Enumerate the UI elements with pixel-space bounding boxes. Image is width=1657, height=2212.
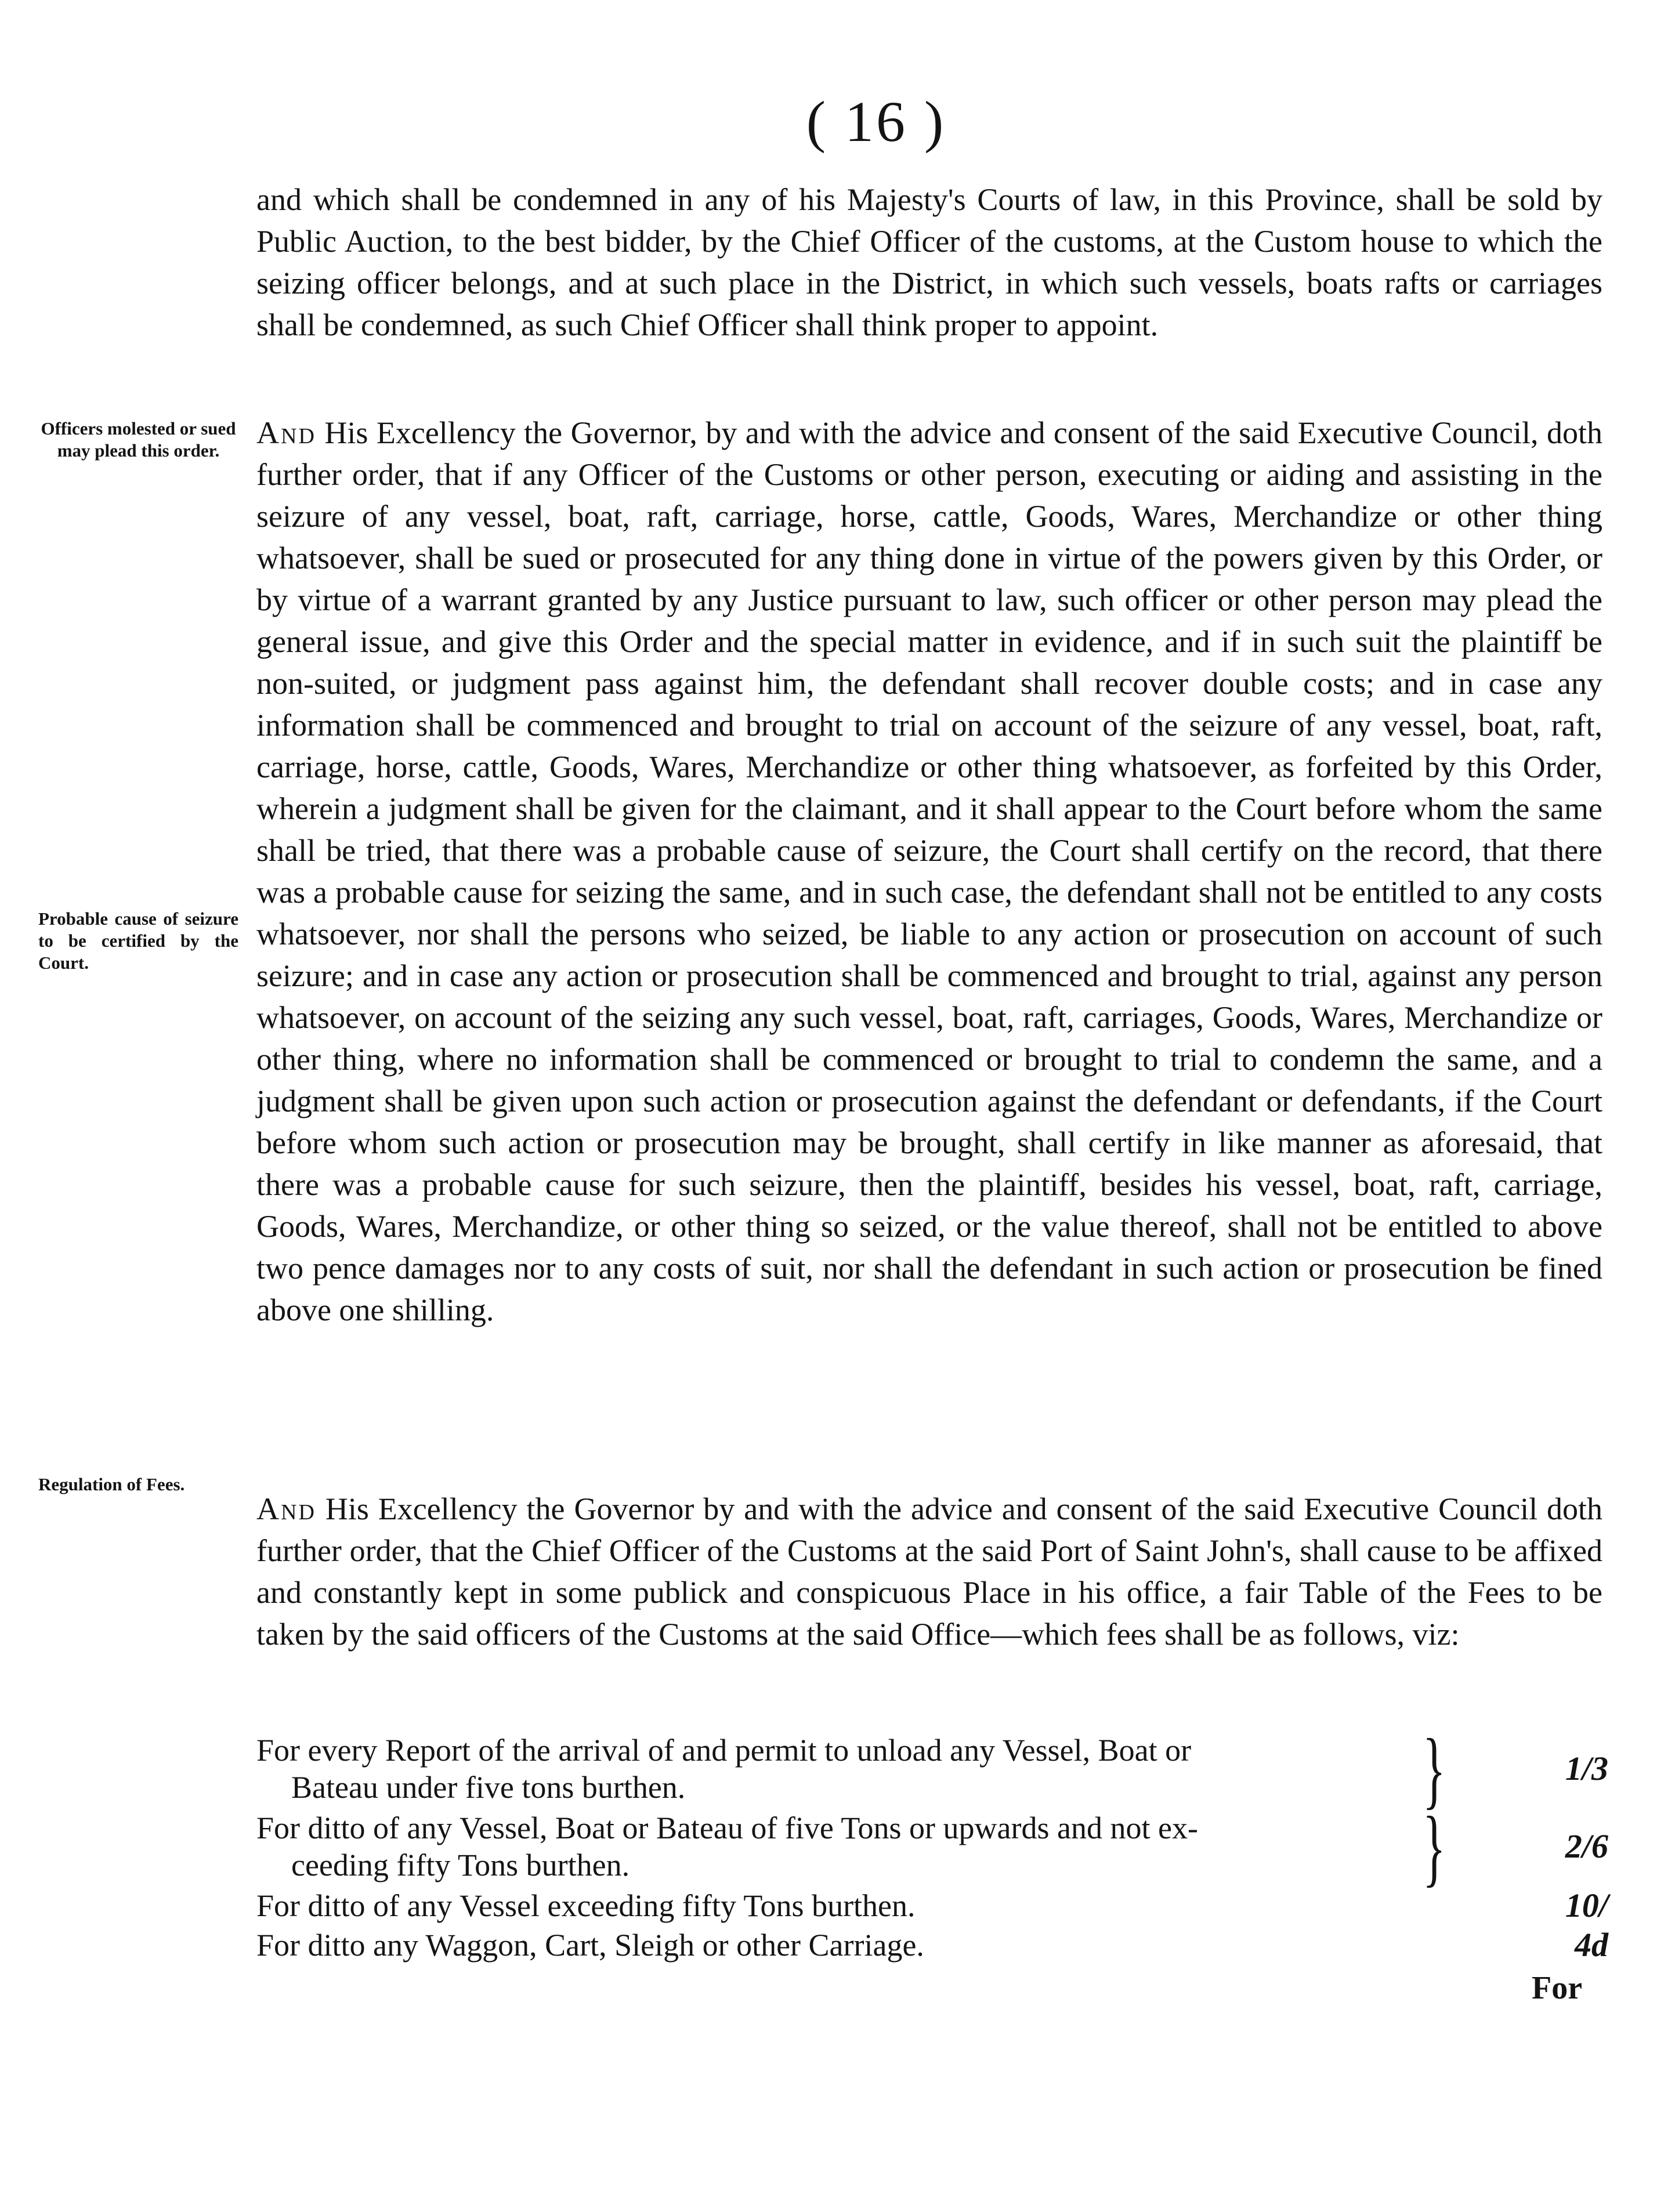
- fee-row: [256, 1927, 1608, 1964]
- fee-description-continuation: ceeding fifty Tons burthen.: [291, 1848, 630, 1882]
- fee-amount: 1/3: [1565, 1750, 1608, 1787]
- fee-amount: 4d: [1575, 1926, 1608, 1964]
- fee-description-line: For ditto of any Vessel exceeding fifty Tons burthen.: [256, 1888, 916, 1923]
- fee-description-line: For every Report of the arrival of and permit to unload any Vessel, Boat or: [256, 1733, 1192, 1768]
- fee-row: [256, 1721, 1608, 1818]
- fee-table: [256, 1721, 1608, 1966]
- paragraph-auction-of-seized-goods: and which shall be condemned in any of his Majesty's Courts of law, in this Province, shall be sold by Public Auction, to the best bidder, by the Chief Officer of the customs, at the Custom house to which the seizing officer belongs, and at such place in the District, in which such vessels, boats rafts or carriages shall be condemned, as such Chief Officer shall think proper to appoint.: [256, 182, 1602, 342]
- paragraph-text: His Excellency the Governor by and with the advice and consent of the said Executive Council doth further order, that the Chief Officer of the Customs at the said Port of Saint John's, shall cause to be affixed and constantly kept in some publick and conspicuous Place in his office, a fair Table of the Fees to be taken by the said officers of the Customs at the said Office—which fees shall be as follows, viz:: [256, 1491, 1603, 1652]
- fee-description: [256, 1887, 1417, 1924]
- catchword: For: [1532, 1970, 1583, 2006]
- fee-description-line: For ditto any Waggon, Cart, Sleigh or other Carriage.: [256, 1928, 924, 1963]
- brace-glyph: }: [1423, 1799, 1446, 1895]
- fee-description: [256, 1809, 1417, 1884]
- paragraph-lead-word: And: [256, 415, 316, 450]
- fee-description-line: For ditto of any Vessel, Boat or Bateau of five Tons or upwards and not ex-: [256, 1811, 1198, 1845]
- fee-description-continuation: Bateau under five tons burthen.: [291, 1770, 686, 1805]
- paragraph-text: His Excellency the Governor, by and with the advice and consent of the said Executive Council, doth further order, that if any Officer of the Customs or other person, executing or aiding and assisting in the seizure of any vessel, boat, raft, carriage, horse, cattle, Goods, Wares, Merchandize or other thing whatsoever, shall be sued or prosecuted for any thing done in virtue of the powers given by this Order, or by virtue of a warrant granted by any Justice pursuant to law, such officer or other person may plead the general issue, and give this Order and the special matter in evidence, and if in such suit the plaintiff be non-suited, or judgment pass against him, the defendant shall recover double costs; and in case any information shall be commenced and brought to trial on account of the seizure of any vessel, boat, raft, carriage, horse, cattle, Goods, Wares, Merchandize or other thing whatsoever, as forfeited by this Order, wherein a judgment shall be given for the claimant, and it shall appear to the Court before whom the same shall be tried, that there was a probable cause of seizure, the Court shall certify on the record, that there was a probable cause for seizing the same, and in such case, the defendant shall not be entitled to any costs whatsoever, nor shall the persons who seized, be liable to any action or prosecution on account of such seizure; and in case any action or prosecution shall be commenced and brought to trial, against any person whatsoever, on account of the seizing any such vessel, boat, raft, carriages, Goods, Wares, Merchandize or other thing, where no information shall be commenced or brought to trial to condemn the same, and a judgment shall be given upon such action or prosecution against the defendant or defendants, if the Court before whom such action or prosecution may be brought, shall certify in like manner as aforesaid, that there was a probable cause for such seizure, then the plaintiff, besides his vessel, boat, raft, carriage, Goods, Wares, Merchandize, or other thing so seized, or the value thereof, shall not be entitled to above two pence damages nor to any costs of suit, nor shall the defendant in such action or prosecution be fined above one shilling.: [256, 415, 1602, 1327]
- fee-description: [256, 1732, 1417, 1806]
- fee-row: [256, 1799, 1608, 1895]
- paragraph-lead-word: And: [256, 1491, 316, 1526]
- fee-row: [256, 1887, 1608, 1924]
- margin-note-probable-cause: Probable cause of seizure to be certified by the Court.: [38, 908, 238, 973]
- brace-glyph: }: [1423, 1721, 1446, 1818]
- margin-note-officers-molested: Officers molested or sued may plead this order.: [41, 418, 236, 461]
- fee-amount: 2/6: [1565, 1827, 1608, 1865]
- margin-note-regulation-of-fees: Regulation of Fees.: [38, 1474, 185, 1494]
- fee-description: [256, 1927, 1417, 1964]
- page-number: ( 16 ): [806, 89, 946, 154]
- paragraph-officers-sued: [256, 412, 1602, 1331]
- fee-amount: 10/: [1565, 1887, 1608, 1924]
- paragraph-fees-table-order: [256, 1488, 1602, 1655]
